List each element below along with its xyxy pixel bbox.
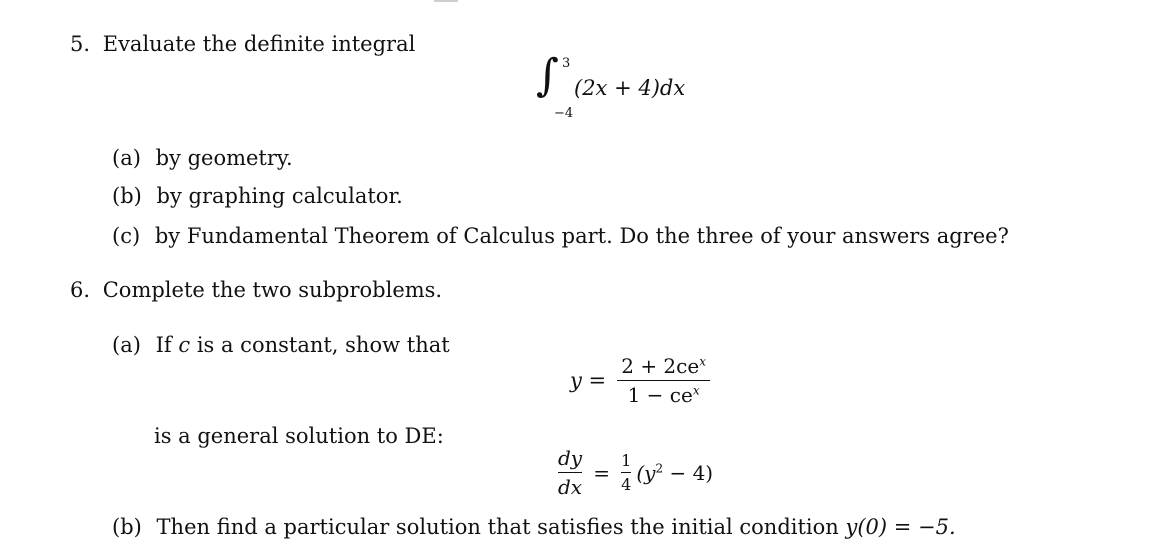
problem-5-statement: Evaluate the definite integral [102, 32, 416, 56]
de-coefficient: $\frac{1}{4}$ [621, 451, 632, 494]
problem-5-number: 5. [70, 32, 91, 56]
solution-denominator: $1 - ce^x$ [627, 383, 700, 407]
part-label: (c) [112, 224, 141, 248]
part-text: by geometry. [155, 146, 293, 170]
integral-lower-limit: −4 [554, 106, 574, 121]
part-label: (a) [112, 333, 141, 357]
definite-integral [536, 50, 706, 121]
problem-6-followup: is a general solution to DE: [154, 424, 444, 448]
problem-6-part-b [112, 517, 956, 538]
problem-5-part-a [112, 148, 293, 169]
part-text: by graphing calculator. [156, 184, 403, 208]
problem-5-part-c [112, 226, 1009, 247]
part-text-before: If [155, 333, 172, 357]
problem-6-number: 6. [70, 278, 91, 302]
part-text: by Fundamental Theorem of Calculus part. Do the three of your answers agree? [154, 224, 1009, 248]
part-label: (a) [112, 146, 141, 170]
de-equals: = [593, 460, 610, 485]
initial-condition: y(0) = −5. [845, 515, 956, 539]
general-solution [570, 354, 710, 407]
de-derivative: $\frac{dy}{dx}$ [558, 446, 583, 499]
integral-integrand: (2x + 4)dx [574, 76, 686, 100]
part-label: (b) [112, 515, 142, 539]
problem-5-header [70, 34, 415, 55]
differential-equation [558, 446, 713, 499]
fraction-bar [617, 380, 710, 381]
constant-variable: c [178, 333, 191, 357]
solution-fraction [617, 354, 710, 407]
problem-6-statement: Complete the two subproblems. [102, 278, 443, 302]
part-text-after: is a constant, show that [196, 333, 450, 357]
solution-lhs: y = [570, 368, 607, 393]
solution-numerator: $2 + 2ce^x$ [621, 354, 706, 378]
top-mark [434, 0, 458, 2]
part-label: (b) [112, 184, 142, 208]
integral-sign: ∫ [536, 50, 559, 101]
problem-6-header [70, 280, 442, 301]
de-rhs: $(y^2 - 4)$ [636, 460, 714, 485]
integral-upper-limit: 3 [562, 56, 571, 71]
problem-6-part-a [112, 335, 450, 356]
part-text: Then find a particular solution that satisfies the initial condition [156, 515, 839, 539]
problem-5-part-b [112, 186, 403, 207]
